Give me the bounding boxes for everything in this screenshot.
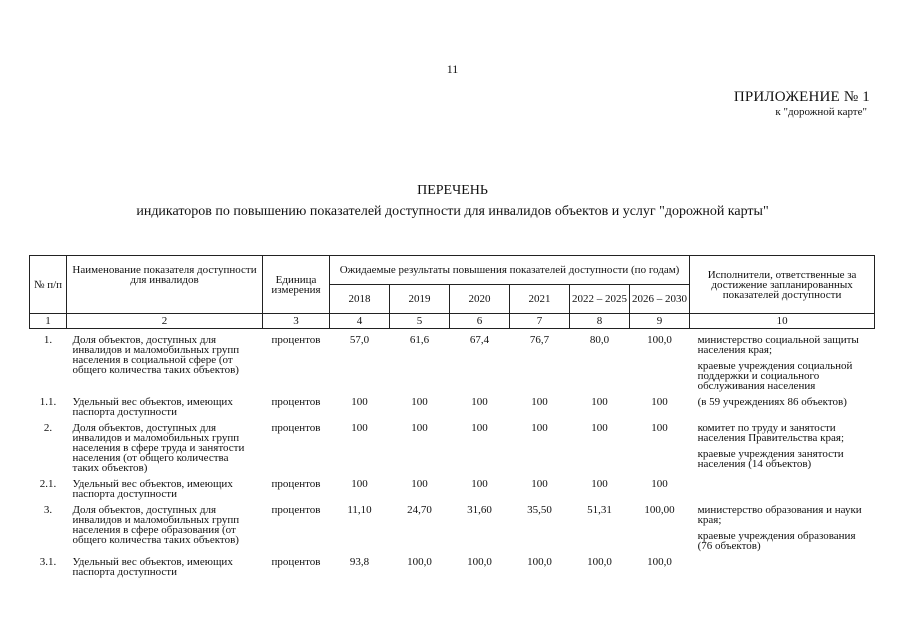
executors xyxy=(690,473,875,499)
row-number: 1.1. xyxy=(39,396,57,408)
page-number: 11 xyxy=(446,62,459,76)
row-number: 3. xyxy=(43,504,53,516)
table-row xyxy=(30,473,875,499)
appendix-subtitle: к "дорожной карте" xyxy=(775,106,867,118)
value-2026-2030: 100 xyxy=(651,396,668,408)
column-number: 4 xyxy=(330,314,390,329)
executors xyxy=(690,417,875,473)
executors xyxy=(690,329,875,392)
column-number: 8 xyxy=(570,314,630,329)
indicator-name: Доля объектов, доступных для инвалидов и маломобильных групп населения в сфере образования (от общего количества таких объектов) xyxy=(72,504,240,546)
value-2019: 100 xyxy=(411,478,428,490)
table-row xyxy=(30,391,875,417)
value-2019: 100,0 xyxy=(407,556,432,568)
executor-line: министерство социальной защиты населения края; xyxy=(697,334,859,356)
header-executors: Исполнители, ответственные за достижение запланированных показателей доступности xyxy=(690,256,875,314)
table-row xyxy=(30,329,875,392)
value-2021: 100,0 xyxy=(527,556,552,568)
unit: процентов xyxy=(271,478,321,490)
header-year: 2018 xyxy=(330,285,390,314)
executor-line: краевые учреждения социальной поддержки и социального обслуживания населения xyxy=(697,360,853,392)
column-number: 6 xyxy=(450,314,510,329)
header-unit: Единица измерения xyxy=(263,256,330,314)
value-2020: 100 xyxy=(471,478,488,490)
column-number: 9 xyxy=(630,314,690,329)
value-2022-2025: 100,0 xyxy=(587,556,612,568)
value-2020: 31,60 xyxy=(467,504,492,516)
executors xyxy=(690,499,875,551)
column-number: 10 xyxy=(690,314,875,329)
value-2018: 11,10 xyxy=(347,504,372,516)
header-year: 2020 xyxy=(450,285,510,314)
header-year: 2019 xyxy=(390,285,450,314)
table-row xyxy=(30,499,875,551)
indicator-name: Доля объектов, доступных для инвалидов и маломобильных групп населения в социальной сфере (от общего количества таких объектов) xyxy=(72,334,240,376)
row-number: 2.1. xyxy=(39,478,57,490)
table-row xyxy=(30,551,875,577)
executor-line: (в 59 учреждениях 86 объектов) xyxy=(697,396,847,408)
column-number: 5 xyxy=(390,314,450,329)
value-2026-2030: 100,0 xyxy=(647,334,672,346)
value-2020: 100,0 xyxy=(467,556,492,568)
indicator-name: Удельный вес объектов, имеющих паспорта доступности xyxy=(72,478,233,500)
column-number: 2 xyxy=(67,314,263,329)
value-2022-2025: 80,0 xyxy=(589,334,610,346)
value-2022-2025: 100 xyxy=(591,422,608,434)
value-2019: 100 xyxy=(411,396,428,408)
header-year: 2026 – 2030 xyxy=(630,285,690,314)
executor-line: министерство образования и науки края; xyxy=(697,504,862,526)
unit: процентов xyxy=(271,396,321,408)
value-2021: 100 xyxy=(531,422,548,434)
value-2022-2025: 100 xyxy=(591,478,608,490)
column-number: 1 xyxy=(30,314,67,329)
value-2021: 100 xyxy=(531,478,548,490)
value-2026-2030: 100,0 xyxy=(647,556,672,568)
value-2018: 100 xyxy=(351,396,368,408)
header-year: 2022 – 2025 xyxy=(570,285,630,314)
value-2018: 100 xyxy=(351,478,368,490)
value-2019: 24,70 xyxy=(407,504,432,516)
unit: процентов xyxy=(271,334,321,346)
value-2022-2025: 51,31 xyxy=(587,504,612,516)
unit: процентов xyxy=(271,504,321,516)
row-number: 3.1. xyxy=(39,556,57,568)
value-2026-2030: 100 xyxy=(651,422,668,434)
value-2021: 100 xyxy=(531,396,548,408)
value-2019: 100 xyxy=(411,422,428,434)
document-title: ПЕРЕЧЕНЬ xyxy=(417,183,488,198)
header-year: 2021 xyxy=(510,285,570,314)
indicator-name: Удельный вес объектов, имеющих паспорта доступности xyxy=(72,396,233,418)
header-number: № п/п xyxy=(30,256,67,314)
executor-line: краевые учреждения занятости населения (14 объектов) xyxy=(697,448,844,470)
executor-line: комитет по труду и занятости населения Правительства края; xyxy=(697,422,845,444)
row-number: 2. xyxy=(43,422,53,434)
header-expected-results: Ожидаемые результаты повышения показателей доступности (по годам) xyxy=(330,256,690,285)
header-name: Наименование показателя доступности для инвалидов xyxy=(67,256,263,314)
value-2020: 100 xyxy=(471,422,488,434)
value-2021: 76,7 xyxy=(529,334,550,346)
value-2020: 67,4 xyxy=(469,334,490,346)
unit: процентов xyxy=(271,422,321,434)
value-2019: 61,6 xyxy=(409,334,430,346)
table-row xyxy=(30,417,875,473)
value-2018: 57,0 xyxy=(349,334,370,346)
executors xyxy=(690,391,875,417)
value-2018: 93,8 xyxy=(349,556,370,568)
value-2026-2030: 100,00 xyxy=(644,504,675,516)
appendix-title: ПРИЛОЖЕНИЕ № 1 xyxy=(733,89,870,105)
value-2021: 35,50 xyxy=(527,504,552,516)
indicator-name: Доля объектов, доступных для инвалидов и маломобильных групп населения в сфере труда и занятости населения (от общего количества таких объектов) xyxy=(72,422,245,474)
unit: процентов xyxy=(271,556,321,568)
column-number: 7 xyxy=(510,314,570,329)
value-2018: 100 xyxy=(351,422,368,434)
column-number: 3 xyxy=(263,314,330,329)
executor-line: краевые учреждения образования (76 объектов) xyxy=(697,530,856,552)
value-2020: 100 xyxy=(471,396,488,408)
value-2026-2030: 100 xyxy=(651,478,668,490)
row-number: 1. xyxy=(43,334,53,346)
value-2022-2025: 100 xyxy=(591,396,608,408)
document-subtitle: индикаторов по повышению показателей доступности для инвалидов объектов и услуг "дорожной карты" xyxy=(136,204,769,219)
indicators-table xyxy=(29,255,875,577)
executors xyxy=(690,551,875,577)
indicator-name: Удельный вес объектов, имеющих паспорта доступности xyxy=(72,556,233,578)
